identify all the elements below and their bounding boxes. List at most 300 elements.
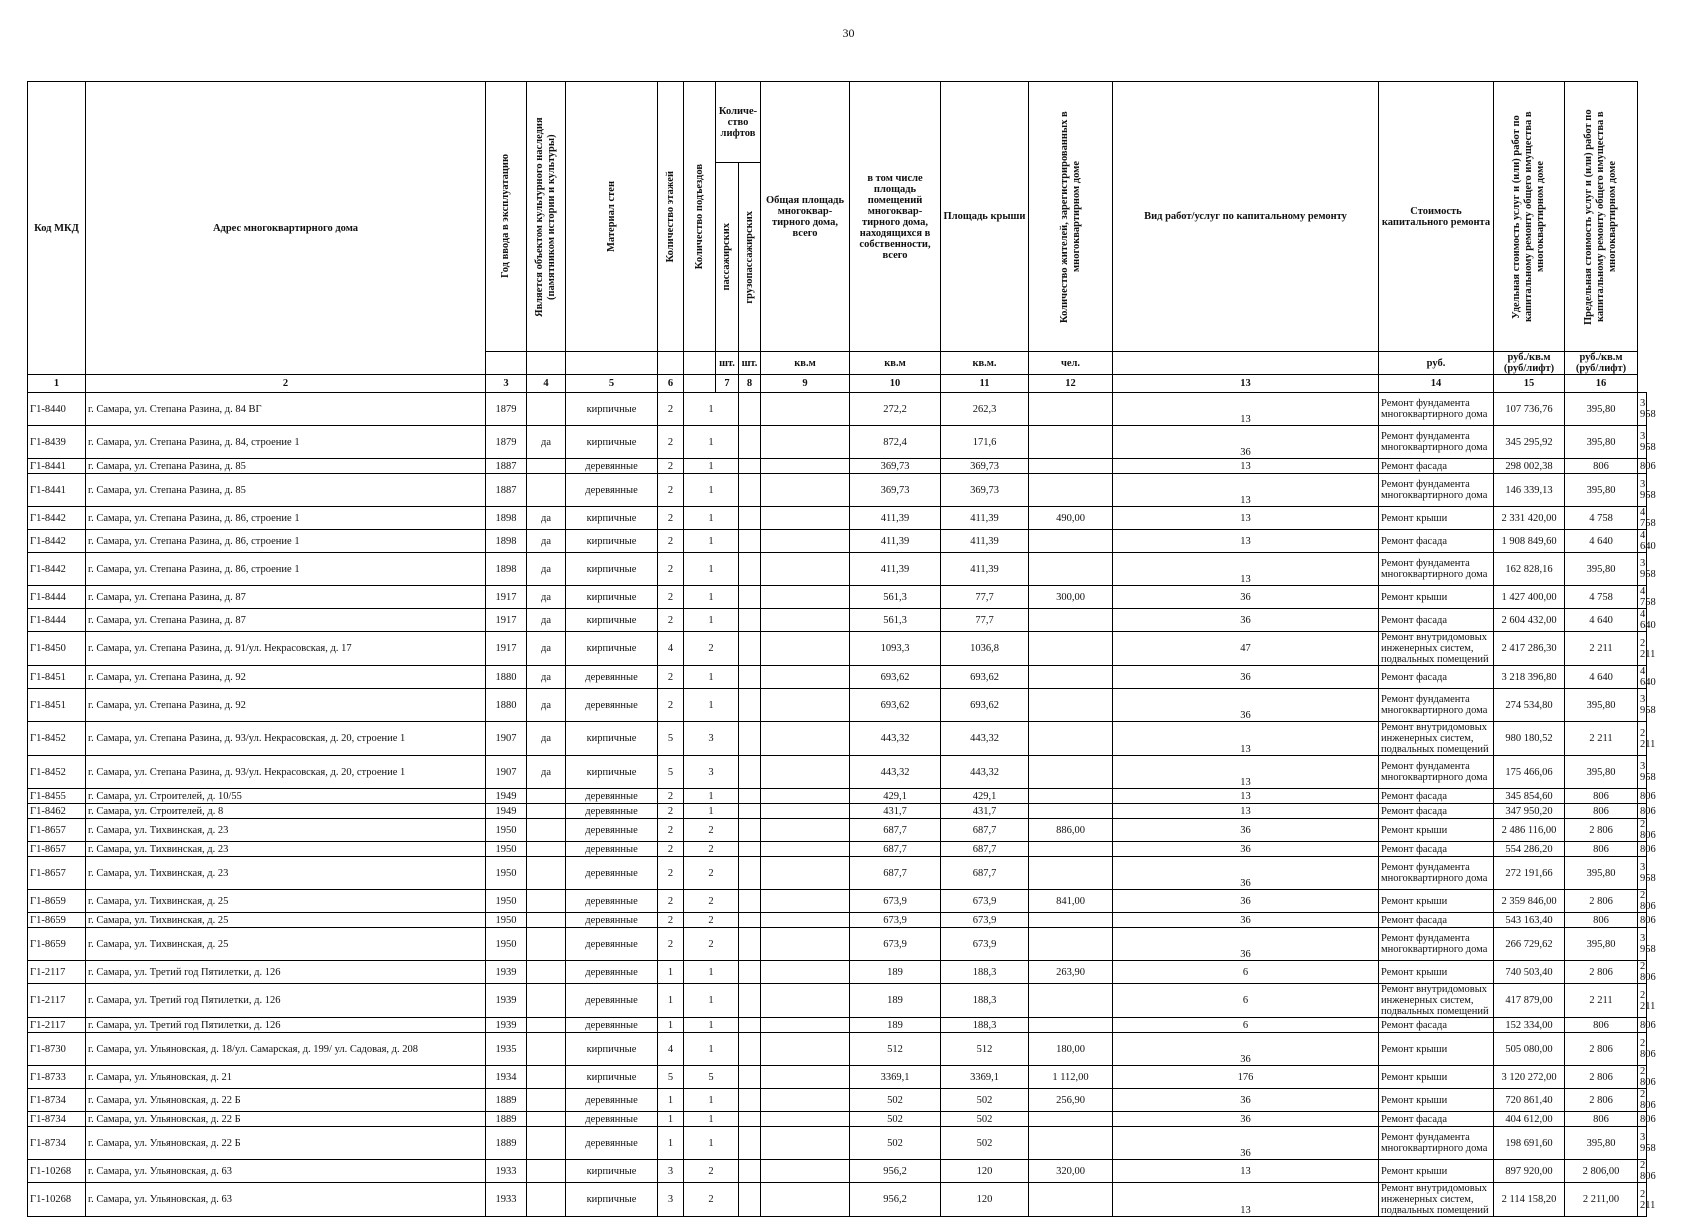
cell-lifts-pass (739, 984, 761, 1018)
cell-year: 1939 (486, 1018, 527, 1033)
cell-cost: 2 114 158,20 (1494, 1183, 1565, 1217)
unit-owned-area: кв.м (850, 352, 941, 375)
cell-residents: 36 (1113, 689, 1379, 722)
cell-material: кирпичные (566, 609, 658, 632)
table-row (28, 1033, 1647, 1066)
cell-code: Г1-8441 (28, 459, 86, 474)
cell-cost: 720 861,40 (1494, 1089, 1565, 1112)
cell-address: г. Самара, ул. Степана Разина, д. 87 (86, 609, 486, 632)
cell-heritage: да (527, 426, 566, 459)
cell-material: кирпичные (566, 507, 658, 530)
cell-residents: 36 (1113, 842, 1379, 857)
cell-year: 1879 (486, 426, 527, 459)
cell-lifts-pass (739, 1018, 761, 1033)
cell-total-area: 189 (850, 1018, 941, 1033)
cell-entrances: 1 (684, 1033, 739, 1066)
cell-material: деревянные (566, 689, 658, 722)
cell-entrances: 1 (684, 804, 739, 819)
cell-cost: 345 295,92 (1494, 426, 1565, 459)
cell-roof-area (1029, 722, 1113, 756)
cell-work-type: Ремонт крыши (1379, 586, 1494, 609)
cell-lifts-cargo (761, 586, 850, 609)
cell-code: Г1-8442 (28, 530, 86, 553)
cell-unit-cost: 2 211 (1565, 722, 1638, 756)
cell-lifts-pass (739, 928, 761, 961)
cell-unit-cost: 4 758 (1565, 507, 1638, 530)
cell-address: г. Самара, ул. Степана Разина, д. 85 (86, 474, 486, 507)
header-floors: Количество этажей (658, 82, 684, 352)
cell-heritage (527, 789, 566, 804)
table-row (28, 586, 1647, 609)
cell-heritage (527, 1089, 566, 1112)
table-row (28, 632, 1647, 666)
cell-unit-cost: 806 (1565, 1018, 1638, 1033)
cell-code: Г1-8733 (28, 1066, 86, 1089)
col-number: 8 (739, 375, 761, 393)
cell-work-type: Ремонт фасада (1379, 1018, 1494, 1033)
cell-limit-cost: 3 958 (1638, 1127, 1647, 1160)
header-cost: Стоимость капитального ремонта (1379, 82, 1494, 352)
cell-total-area: 502 (850, 1127, 941, 1160)
cell-owned-area: 77,7 (941, 586, 1029, 609)
cell-lifts-pass (739, 804, 761, 819)
cell-residents: 36 (1113, 928, 1379, 961)
cell-lifts-pass (739, 689, 761, 722)
cell-entrances: 1 (684, 689, 739, 722)
cell-lifts-cargo (761, 553, 850, 586)
cell-work-type: Ремонт крыши (1379, 819, 1494, 842)
unit-lifts-pass: шт. (716, 352, 739, 375)
cell-total-area: 673,9 (850, 913, 941, 928)
cell-cost: 162 828,16 (1494, 553, 1565, 586)
cell-heritage (527, 804, 566, 819)
cell-code: Г1-8657 (28, 819, 86, 842)
cell-entrances: 1 (684, 426, 739, 459)
cell-material: кирпичные (566, 426, 658, 459)
cell-work-type: Ремонт фасада (1379, 666, 1494, 689)
header-material: Материал стен (566, 82, 658, 352)
cell-code: Г1-2117 (28, 1018, 86, 1033)
col-number: 12 (1029, 375, 1113, 393)
cell-entrances: 1 (684, 507, 739, 530)
cell-floors: 4 (658, 1033, 684, 1066)
col-number: 4 (527, 375, 566, 393)
cell-material: деревянные (566, 1127, 658, 1160)
table-row (28, 1066, 1647, 1089)
cell-limit-cost: 2 211 (1638, 632, 1647, 666)
header-code: Код МКД (28, 82, 86, 375)
cell-roof-area: 490,00 (1029, 507, 1113, 530)
cell-limit-cost: 2 211 (1638, 722, 1647, 756)
cell-cost: 2 331 420,00 (1494, 507, 1565, 530)
cell-residents: 13 (1113, 1183, 1379, 1217)
cell-work-type: Ремонт фундамента многоквартирного дома (1379, 393, 1494, 426)
cell-lifts-pass (739, 722, 761, 756)
cell-limit-cost: 3 958 (1638, 426, 1647, 459)
cell-residents: 36 (1113, 1112, 1379, 1127)
table-row (28, 890, 1647, 913)
cell-roof-area (1029, 913, 1113, 928)
cell-heritage (527, 857, 566, 890)
cell-year: 1887 (486, 474, 527, 507)
cell-owned-area: 3369,1 (941, 1066, 1029, 1089)
unit-total-area: кв.м (761, 352, 850, 375)
cell-lifts-pass (739, 819, 761, 842)
cell-owned-area: 687,7 (941, 842, 1029, 857)
cell-floors: 2 (658, 842, 684, 857)
cell-floors: 2 (658, 459, 684, 474)
cell-address: г. Самара, ул. Степана Разина, д. 86, строение 1 (86, 530, 486, 553)
cell-residents: 176 (1113, 1066, 1379, 1089)
cell-total-area: 431,7 (850, 804, 941, 819)
cell-owned-area: 188,3 (941, 961, 1029, 984)
cell-entrances: 1 (684, 1112, 739, 1127)
cell-code: Г1-8730 (28, 1033, 86, 1066)
cell-year: 1950 (486, 842, 527, 857)
cell-owned-area: 673,9 (941, 913, 1029, 928)
table-row (28, 474, 1647, 507)
cell-year: 1950 (486, 890, 527, 913)
cell-cost: 897 920,00 (1494, 1160, 1565, 1183)
cell-cost: 980 180,52 (1494, 722, 1565, 756)
cell-work-type: Ремонт фасада (1379, 804, 1494, 819)
cell-work-type: Ремонт крыши (1379, 507, 1494, 530)
cell-limit-cost: 2 806 (1638, 890, 1647, 913)
unit-limit-cost: руб./кв.м (руб/лифт) (1565, 352, 1638, 375)
cell-code: Г1-8462 (28, 804, 86, 819)
cell-total-area: 411,39 (850, 553, 941, 586)
cell-lifts-pass (739, 586, 761, 609)
table-row (28, 609, 1647, 632)
cell-floors: 2 (658, 913, 684, 928)
cell-roof-area (1029, 1018, 1113, 1033)
cell-lifts-cargo (761, 689, 850, 722)
header-year: Год ввода в эксплуатацию (486, 82, 527, 352)
cell-material: кирпичные (566, 1033, 658, 1066)
cell-entrances: 2 (684, 819, 739, 842)
cell-year: 1933 (486, 1183, 527, 1217)
cell-total-area: 369,73 (850, 459, 941, 474)
cell-entrances: 1 (684, 459, 739, 474)
cell-floors: 2 (658, 507, 684, 530)
cell-year: 1880 (486, 666, 527, 689)
cell-heritage (527, 961, 566, 984)
table-row (28, 553, 1647, 586)
cell-lifts-pass (739, 553, 761, 586)
cell-material: деревянные (566, 928, 658, 961)
cell-address: г. Самара, ул. Степана Разина, д. 92 (86, 689, 486, 722)
cell-residents: 6 (1113, 961, 1379, 984)
col-number: 7 (716, 375, 739, 393)
table-row (28, 1183, 1647, 1217)
col-number: 3 (486, 375, 527, 393)
cell-entrances: 2 (684, 842, 739, 857)
cell-floors: 2 (658, 530, 684, 553)
cell-work-type: Ремонт внутридомовых инженерных систем, подвальных помещений (1379, 722, 1494, 756)
cell-heritage (527, 1112, 566, 1127)
cell-floors: 2 (658, 609, 684, 632)
cell-owned-area: 443,32 (941, 722, 1029, 756)
unit-entrances (684, 352, 716, 375)
cell-lifts-pass (739, 474, 761, 507)
cell-heritage: да (527, 609, 566, 632)
cell-owned-area: 502 (941, 1127, 1029, 1160)
cell-work-type: Ремонт фасада (1379, 530, 1494, 553)
cell-material: деревянные (566, 804, 658, 819)
cell-cost: 274 534,80 (1494, 689, 1565, 722)
cell-residents: 36 (1113, 913, 1379, 928)
cell-owned-area: 673,9 (941, 890, 1029, 913)
cell-address: г. Самара, ул. Ульяновская, д. 63 (86, 1160, 486, 1183)
cell-year: 1880 (486, 689, 527, 722)
cell-work-type: Ремонт крыши (1379, 1160, 1494, 1183)
cell-unit-cost: 395,80 (1565, 553, 1638, 586)
cell-heritage (527, 459, 566, 474)
cell-total-area: 272,2 (850, 393, 941, 426)
header-lifts-cargo: грузопассажирских (739, 163, 761, 352)
cell-residents: 36 (1113, 426, 1379, 459)
header-address: Адрес многоквартирного дома (86, 82, 486, 375)
cell-total-area: 502 (850, 1089, 941, 1112)
col-number: 9 (761, 375, 850, 393)
cell-lifts-cargo (761, 609, 850, 632)
cell-limit-cost: 806 (1638, 459, 1647, 474)
cell-address: г. Самара, ул. Степана Разина, д. 93/ул. Некрасовская, д. 20, строение 1 (86, 756, 486, 789)
cell-floors: 2 (658, 928, 684, 961)
cell-unit-cost: 806 (1565, 1112, 1638, 1127)
cell-roof-area (1029, 1127, 1113, 1160)
cell-heritage (527, 474, 566, 507)
cell-owned-area: 369,73 (941, 474, 1029, 507)
cell-lifts-cargo (761, 804, 850, 819)
table-row (28, 1127, 1647, 1160)
table-row (28, 984, 1647, 1018)
cell-total-area: 502 (850, 1112, 941, 1127)
cell-lifts-cargo (761, 666, 850, 689)
cell-entrances: 1 (684, 393, 739, 426)
cell-lifts-cargo (761, 857, 850, 890)
unit-floors (658, 352, 684, 375)
cell-year: 1889 (486, 1112, 527, 1127)
cell-code: Г1-10268 (28, 1160, 86, 1183)
cell-unit-cost: 2 211 (1565, 984, 1638, 1018)
cell-entrances: 1 (684, 1127, 739, 1160)
cell-lifts-pass (739, 426, 761, 459)
cell-floors: 2 (658, 426, 684, 459)
cell-owned-area: 411,39 (941, 553, 1029, 586)
cell-floors: 2 (658, 804, 684, 819)
cell-address: г. Самара, ул. Ульяновская, д. 63 (86, 1183, 486, 1217)
cell-lifts-cargo (761, 474, 850, 507)
cell-cost: 554 286,20 (1494, 842, 1565, 857)
cell-code: Г1-8657 (28, 857, 86, 890)
table-row (28, 393, 1647, 426)
cell-work-type: Ремонт фундамента многоквартирного дома (1379, 1127, 1494, 1160)
cell-owned-area: 1036,8 (941, 632, 1029, 666)
cell-total-area: 429,1 (850, 789, 941, 804)
cell-roof-area (1029, 789, 1113, 804)
cell-limit-cost: 2 806 (1638, 1066, 1647, 1089)
cell-code: Г1-8444 (28, 586, 86, 609)
cell-cost: 152 334,00 (1494, 1018, 1565, 1033)
cell-roof-area (1029, 530, 1113, 553)
cell-unit-cost: 806 (1565, 789, 1638, 804)
cell-limit-cost: 3 958 (1638, 857, 1647, 890)
cell-material: деревянные (566, 890, 658, 913)
cell-work-type: Ремонт фундамента многоквартирного дома (1379, 426, 1494, 459)
cell-lifts-cargo (761, 819, 850, 842)
cell-entrances: 2 (684, 913, 739, 928)
cell-code: Г1-8452 (28, 756, 86, 789)
cell-lifts-cargo (761, 426, 850, 459)
cell-owned-area: 120 (941, 1183, 1029, 1217)
table-row (28, 819, 1647, 842)
cell-heritage (527, 1018, 566, 1033)
cell-address: г. Самара, ул. Строителей, д. 10/55 (86, 789, 486, 804)
cell-owned-area: 512 (941, 1033, 1029, 1066)
cell-roof-area (1029, 984, 1113, 1018)
cell-entrances: 2 (684, 632, 739, 666)
cell-total-area: 561,3 (850, 609, 941, 632)
cell-work-type: Ремонт фасада (1379, 913, 1494, 928)
col-number: 6 (658, 375, 684, 393)
cell-address: г. Самара, ул. Ульяновская, д. 22 Б (86, 1127, 486, 1160)
cell-total-area: 189 (850, 961, 941, 984)
cell-material: деревянные (566, 1112, 658, 1127)
table-row (28, 722, 1647, 756)
cell-floors: 2 (658, 586, 684, 609)
cell-entrances: 5 (684, 1066, 739, 1089)
cell-year: 1907 (486, 756, 527, 789)
cell-entrances: 3 (684, 722, 739, 756)
cell-entrances: 1 (684, 984, 739, 1018)
cell-limit-cost: 806 (1638, 1018, 1647, 1033)
cell-year: 1898 (486, 530, 527, 553)
cell-unit-cost: 4 640 (1565, 609, 1638, 632)
cell-limit-cost: 806 (1638, 789, 1647, 804)
cell-lifts-cargo (761, 1112, 850, 1127)
cell-roof-area (1029, 666, 1113, 689)
cell-total-area: 673,9 (850, 928, 941, 961)
cell-code: Г1-8659 (28, 890, 86, 913)
cell-heritage (527, 1127, 566, 1160)
cell-heritage: да (527, 507, 566, 530)
cell-address: г. Самара, ул. Ульяновская, д. 18/ул. Самарская, д. 199/ ул. Садовая, д. 208 (86, 1033, 486, 1066)
cell-owned-area: 693,62 (941, 666, 1029, 689)
cell-entrances: 1 (684, 789, 739, 804)
cell-year: 1939 (486, 984, 527, 1018)
cell-unit-cost: 2 806 (1565, 1066, 1638, 1089)
cell-address: г. Самара, ул. Тихвинская, д. 25 (86, 890, 486, 913)
cell-roof-area: 320,00 (1029, 1160, 1113, 1183)
cell-total-area: 687,7 (850, 857, 941, 890)
cell-limit-cost: 2 806 (1638, 1033, 1647, 1066)
cell-heritage: да (527, 586, 566, 609)
cell-limit-cost: 4 640 (1638, 666, 1647, 689)
cell-work-type: Ремонт фундамента многоквартирного дома (1379, 857, 1494, 890)
cell-address: г. Самара, ул. Ульяновская, д. 22 Б (86, 1089, 486, 1112)
cell-floors: 1 (658, 961, 684, 984)
cell-roof-area: 180,00 (1029, 1033, 1113, 1066)
cell-total-area: 693,62 (850, 689, 941, 722)
cell-code: Г1-8451 (28, 666, 86, 689)
cell-roof-area (1029, 842, 1113, 857)
cell-cost: 146 339,13 (1494, 474, 1565, 507)
cell-residents: 36 (1113, 609, 1379, 632)
cell-code: Г1-8444 (28, 609, 86, 632)
cell-lifts-cargo (761, 984, 850, 1018)
cell-lifts-cargo (761, 722, 850, 756)
cell-heritage (527, 1160, 566, 1183)
cell-cost: 404 612,00 (1494, 1112, 1565, 1127)
unit-year (486, 352, 527, 375)
cell-entrances: 1 (684, 553, 739, 586)
cell-unit-cost: 4 640 (1565, 530, 1638, 553)
cell-lifts-pass (739, 666, 761, 689)
cell-year: 1934 (486, 1066, 527, 1089)
cell-material: деревянные (566, 474, 658, 507)
cell-limit-cost: 2 806 (1638, 961, 1647, 984)
cell-residents: 13 (1113, 474, 1379, 507)
cell-material: кирпичные (566, 586, 658, 609)
cell-material: деревянные (566, 857, 658, 890)
cell-year: 1935 (486, 1033, 527, 1066)
cell-residents: 13 (1113, 756, 1379, 789)
cell-work-type: Ремонт внутридомовых инженерных систем, подвальных помещений (1379, 632, 1494, 666)
cell-cost: 2 417 286,30 (1494, 632, 1565, 666)
cell-code: Г1-8734 (28, 1127, 86, 1160)
cell-work-type: Ремонт фасада (1379, 1112, 1494, 1127)
cell-material: деревянные (566, 819, 658, 842)
cell-lifts-pass (739, 1183, 761, 1217)
cell-lifts-cargo (761, 393, 850, 426)
cell-residents: 13 (1113, 1160, 1379, 1183)
cell-cost: 345 854,60 (1494, 789, 1565, 804)
cell-owned-area: 443,32 (941, 756, 1029, 789)
cell-roof-area (1029, 804, 1113, 819)
cell-lifts-cargo (761, 890, 850, 913)
cell-roof-area (1029, 459, 1113, 474)
cell-owned-area: 120 (941, 1160, 1029, 1183)
cell-floors: 5 (658, 722, 684, 756)
cell-entrances: 1 (684, 609, 739, 632)
cell-cost: 266 729,62 (1494, 928, 1565, 961)
cell-address: г. Самара, ул. Степана Разина, д. 93/ул. Некрасовская, д. 20, строение 1 (86, 722, 486, 756)
table-row (28, 756, 1647, 789)
cell-limit-cost: 4 758 (1638, 586, 1647, 609)
cell-floors: 1 (658, 1112, 684, 1127)
cell-heritage (527, 819, 566, 842)
cell-material: деревянные (566, 1089, 658, 1112)
cell-year: 1917 (486, 632, 527, 666)
cell-residents: 36 (1113, 586, 1379, 609)
cell-year: 1950 (486, 819, 527, 842)
cell-floors: 1 (658, 1089, 684, 1112)
cell-floors: 2 (658, 857, 684, 890)
table-row (28, 426, 1647, 459)
cell-unit-cost: 395,80 (1565, 474, 1638, 507)
cell-year: 1879 (486, 393, 527, 426)
cell-lifts-cargo (761, 1018, 850, 1033)
cell-heritage: да (527, 689, 566, 722)
unit-heritage (527, 352, 566, 375)
cell-entrances: 2 (684, 890, 739, 913)
cell-code: Г1-8659 (28, 913, 86, 928)
cell-floors: 1 (658, 1127, 684, 1160)
cell-material: деревянные (566, 842, 658, 857)
cell-owned-area: 429,1 (941, 789, 1029, 804)
table-row (28, 1018, 1647, 1033)
